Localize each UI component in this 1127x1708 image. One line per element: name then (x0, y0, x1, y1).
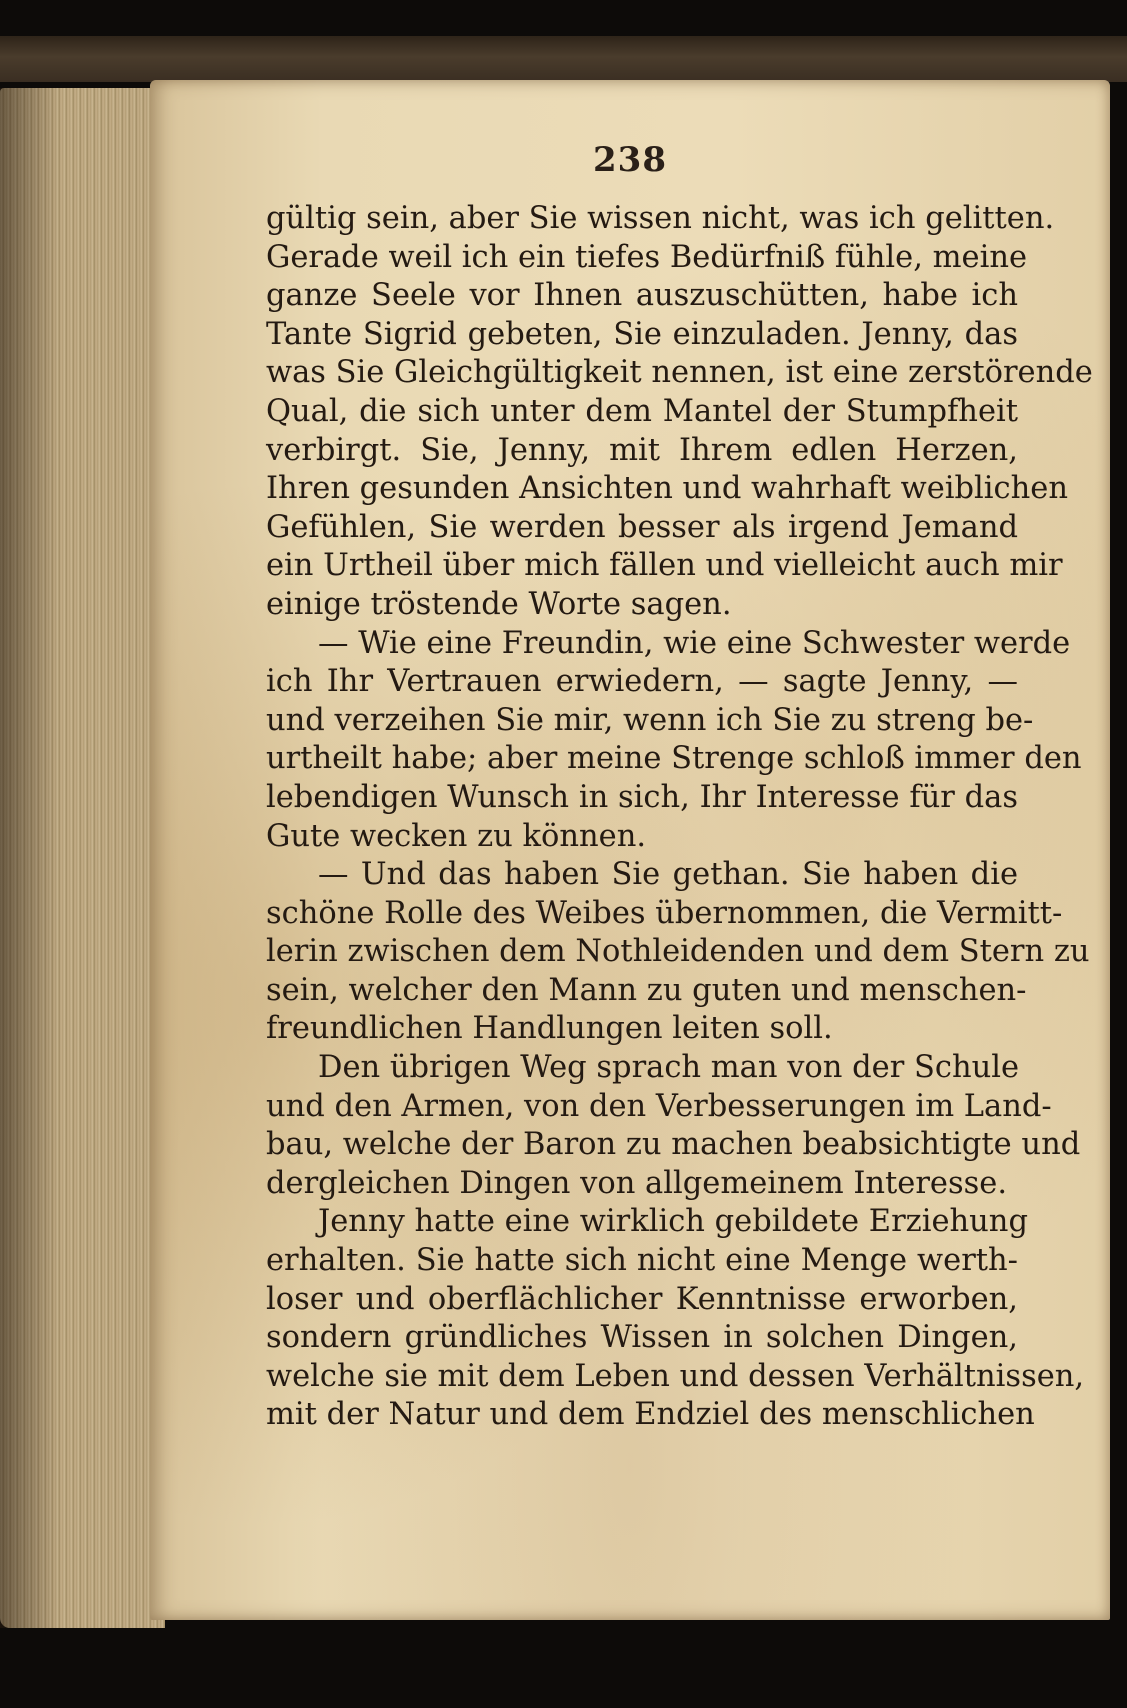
paragraph (266, 200, 1093, 625)
text-line: — Und das haben Sie gethan. Sie haben die (318, 857, 1018, 893)
text-line: Gefühlen, Sie werden besser als irgend Jemand (266, 509, 1018, 545)
text-line: und verzeihen Sie mir, wenn ich Sie zu streng be- (266, 702, 1034, 738)
text-line: — Wie eine Freundin, wie eine Schwester werde (318, 625, 1071, 661)
page-stack-shadow (0, 88, 60, 1628)
text-line: Den übrigen Weg sprach man von der Schule (318, 1050, 1020, 1086)
text-line: loser und oberflächlicher Kenntnisse erworben, (266, 1281, 1018, 1317)
text-line: Jenny hatte eine wirklich gebildete Erziehung (318, 1204, 1028, 1240)
page-text (266, 200, 1093, 1435)
text-line: Qual, die sich unter dem Mantel der Stumpfheit (266, 393, 1018, 429)
text-line: sein, welcher den Mann zu guten und menschen- (266, 972, 1027, 1008)
text-line: Tante Sigrid gebeten, Sie einzuladen. Jenny, das (266, 316, 1018, 352)
text-line: sondern gründliches Wissen in solchen Dingen, (266, 1320, 1018, 1356)
text-line: bau, welche der Baron zu machen beabsichtigte und (266, 1127, 1081, 1163)
text-line: mit der Natur und dem Endziel des menschlichen (266, 1397, 1035, 1433)
text-line: Gerade weil ich ein tiefes Bedürfniß fühle, meine (266, 239, 1028, 275)
text-line: lebendigen Wunsch in sich, Ihr Interesse für das (266, 779, 1018, 815)
paragraph (266, 856, 1090, 1049)
text-line: Gute wecken zu können. (266, 818, 647, 854)
text-line: schöne Rolle des Weibes übernommen, die Vermitt- (266, 895, 1063, 931)
book-page (150, 80, 1110, 1620)
text-line: ganze Seele vor Ihnen auszuschütten, habe ich (266, 278, 1018, 314)
text-line: dergleichen Dingen von allgemeinem Interesse. (266, 1165, 1008, 1201)
text-line: freundlichen Handlungen leiten soll. (266, 1011, 833, 1047)
text-line: gültig sein, aber Sie wissen nicht, was ich gelitten. (266, 201, 1055, 236)
text-line: verbirgt. Sie, Jenny, mit Ihrem edlen Herzen, (266, 432, 1018, 468)
text-line: lerin zwischen dem Nothleidenden und dem Stern zu (266, 934, 1090, 970)
book-cover-edge (0, 36, 1127, 82)
text-line: erhalten. Sie hatte sich nicht eine Menge werth- (266, 1243, 1018, 1279)
page-number: 238 (593, 140, 667, 180)
text-line: ich Ihr Vertrauen erwiedern, — sagte Jenny, — (266, 664, 1018, 700)
text-line: Ihren gesunden Ansichten und wahrhaft weiblichen (266, 471, 1068, 507)
paragraph (266, 625, 1082, 857)
paragraph (266, 1203, 1085, 1435)
text-line: ein Urtheil über mich fällen und vielleicht auch mir (266, 548, 1063, 584)
text-line: und den Armen, von den Verbesserungen im Land- (266, 1088, 1052, 1124)
text-line: urtheilt habe; aber meine Strenge schloß immer den (266, 741, 1082, 777)
paragraph (266, 1049, 1081, 1203)
text-line: was Sie Gleichgültigkeit nennen, ist eine zerstörende (266, 355, 1093, 391)
text-line: welche sie mit dem Leben und dessen Verhältnissen, (266, 1358, 1085, 1394)
text-line: einige tröstende Worte sagen. (266, 586, 732, 622)
